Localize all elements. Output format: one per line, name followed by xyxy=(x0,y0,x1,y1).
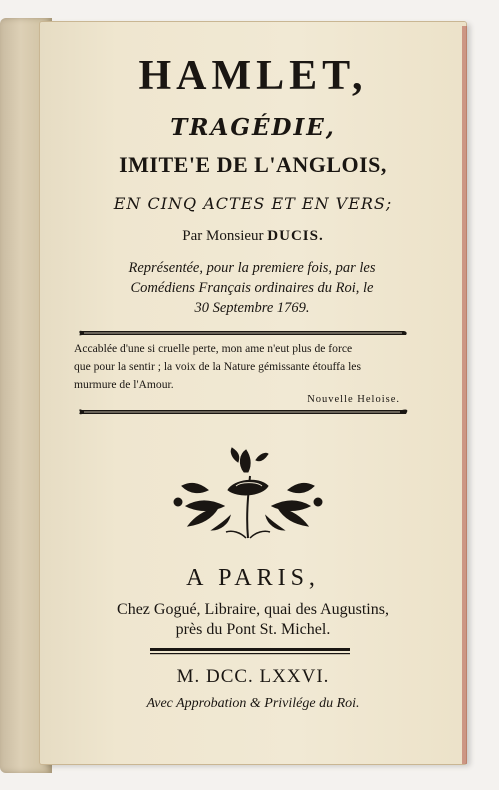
epigraph-source: Nouvelle Heloise. xyxy=(307,394,400,405)
premiere-line-2: Comédiens Français ordinaires du Roi, le xyxy=(130,280,374,296)
publisher-line-2: près du Pont St. Michel. xyxy=(175,621,331,638)
floral-vignette-icon xyxy=(168,446,328,542)
author-line xyxy=(40,228,466,245)
imprint-city: A PARIS, xyxy=(186,565,320,591)
imprint-double-rule xyxy=(150,648,350,656)
bottom-ornamental-rule xyxy=(76,406,410,418)
imprint-year: M. DCC. LXXVI. xyxy=(176,666,330,687)
publisher-line-1: Chez Gogué, Libraire, quai des Augustins, xyxy=(117,601,389,618)
epigraph xyxy=(74,340,414,394)
premiere-note xyxy=(62,258,442,318)
premiere-line-3: 30 Septembre 1769. xyxy=(194,300,310,316)
imitation-line: IMITE'E DE L'ANGLOIS, xyxy=(119,152,387,177)
premiere-line-1: Représentée, pour la premiere fois, par les xyxy=(128,260,376,276)
author-name: DUCIS. xyxy=(267,228,324,244)
book-title: HAMLET, xyxy=(138,53,368,99)
top-ornamental-rule xyxy=(76,328,410,338)
imprint-publisher xyxy=(40,600,466,640)
book-subtitle: TRAGÉDIE, xyxy=(170,114,336,141)
privilege-line: Avec Approbation & Privilége du Roi. xyxy=(146,696,360,711)
acts-line: EN CINQ ACTES ET EN VERS; xyxy=(113,194,393,213)
epigraph-line-1: Accablée d'une si cruelle perte, mon ame n'eut plus de force xyxy=(74,342,353,355)
author-prefix: Par Monsieur xyxy=(182,228,264,244)
epigraph-line-3: murmure de l'Amour. xyxy=(74,378,174,391)
epigraph-line-2: que pour la sentir ; la voix de la Nature gémissante étouffa les xyxy=(74,360,361,373)
